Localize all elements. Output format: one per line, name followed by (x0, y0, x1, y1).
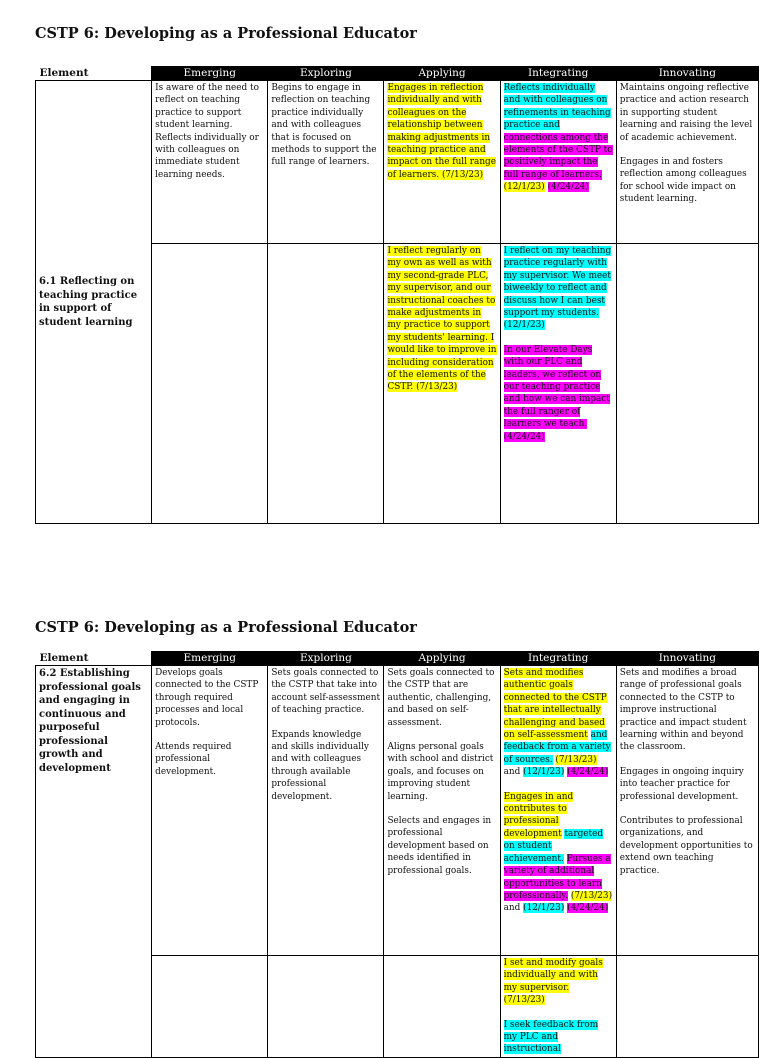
page-title-1: CSTP 6: Developing as a Professional Educator (35, 25, 417, 42)
applying-evidence-cell (384, 244, 500, 524)
table-header-row (36, 652, 759, 666)
header-integrating: Integrating (500, 67, 616, 81)
integrating-date-2d: (7/13/23) (570, 890, 613, 901)
element-label: 6.1 Reflecting on teaching practice in support of student learning (39, 276, 138, 328)
applying-text-3: Selects and engages in professional development based on needs identified in professional goals. (387, 816, 492, 876)
exploring-evidence-cell (268, 956, 384, 1058)
integrating-and-2: and (503, 903, 524, 914)
exploring-cell (268, 666, 384, 956)
element-cell (36, 666, 152, 1058)
emerging-text-2: Attends required professional development. (155, 742, 232, 777)
rubric-table-6-2 (35, 651, 759, 1058)
integrating-date-2f: (4/24/24) (567, 903, 609, 914)
applying-text: Engages in reflection individually and with colleagues on the relationship between making adjustments in teaching practice and impact on the full range of learners. (7/13/23) (387, 83, 496, 180)
integrating-cell (500, 666, 616, 956)
integrating-evidence-cell (500, 956, 616, 1058)
integrating-text-2a: Engages in and contributes to professional development (503, 791, 574, 839)
emerging-text-1: Develops goals connected to the CSTP through required processes and local protocols. (155, 668, 259, 728)
innovating-text-1: Maintains ongoing reflective practice and action research in supporting student learning and raising the level of academic achievement. (619, 83, 753, 143)
integrating-date-1c: (7/13/23) (555, 754, 597, 765)
integrating-evidence-1: I set and modify goals individually and with my supervisor. (7/13/23) (503, 958, 603, 1006)
header-element: Element (36, 652, 152, 666)
integrating-date-2e: (12/1/23) (523, 903, 565, 914)
rubric-table-6-1 (35, 66, 759, 524)
applying-evidence-cell (384, 956, 500, 1058)
innovating-text-3: Contributes to professional organizations, and development opportunities to extend own teaching practice. (619, 816, 753, 876)
header-exploring: Exploring (268, 67, 384, 81)
table-row (36, 666, 759, 956)
integrating-evidence-cell (500, 244, 616, 524)
innovating-cell (616, 81, 758, 244)
integrating-text-2c: Pursues a variety of additional opportunities to learn professionally. (503, 853, 611, 901)
exploring-evidence-cell (268, 244, 384, 524)
integrating-date-2: (4/24/24) (547, 182, 589, 193)
header-innovating: Innovating (616, 67, 758, 81)
page-title-2: CSTP 6: Developing as a Professional Educator (35, 619, 417, 636)
exploring-text-2: Expands knowledge and skills individually and with colleagues through available professional development. (271, 729, 369, 802)
integrating-evidence-2: I seek feedback from my PLC and instructional (503, 1019, 599, 1055)
integrating-evidence-2: In our Elevate Days with our PLC and leaders, we reflect on our teaching practice and how we can impact the full ranger of learners we teach. (4/24/24) (503, 344, 610, 442)
applying-evidence: I reflect regularly on my own as well as with my second-grade PLC, my supervisor, and our instructional coaches to make adjustments in my practice to support my students' learning. I would like to improve in including consideration of the elements of the CSTP. (7/13/23) (387, 246, 497, 393)
innovating-evidence-cell (616, 244, 758, 524)
integrating-text-a: Reflects individually and with colleagues on refinements in teaching practice and (503, 83, 611, 131)
emerging-evidence-cell (152, 244, 268, 524)
header-innovating: Innovating (616, 652, 758, 666)
integrating-text-1b: and feedback from a variety of sources. (503, 730, 611, 765)
innovating-evidence-cell (616, 956, 758, 1058)
header-element: Element (36, 67, 152, 81)
applying-cell (384, 666, 500, 956)
header-emerging: Emerging (152, 652, 268, 666)
applying-text-2: Aligns personal goals with school and district goals, and focuses on improving student learning. (387, 742, 494, 802)
integrating-cell (500, 81, 616, 244)
table-row (36, 81, 759, 244)
emerging-text: Is aware of the need to reflect on teaching practice to support student learning. Reflects individually or with colleagues on immediate student learning needs. (155, 83, 259, 180)
exploring-text: Begins to engage in reflection on teaching practice individually and with colleagues that is focused on methods to support the full range of learners. (271, 83, 377, 168)
integrating-text-b: connections among the elements of the CSTP to positively impact the full range of learners. (503, 132, 613, 180)
integrating-evidence-1: I reflect on my teaching practice regularly with my supervisor. We meet biweekly to reflect and discuss how I can best support my students. (12/1/23) (503, 246, 612, 331)
innovating-text-2: Engages in and fosters reflection among colleagues for school wide impact on student learning. (619, 157, 747, 205)
integrating-and-1: and (503, 767, 524, 778)
innovating-cell (616, 666, 758, 956)
header-applying: Applying (384, 67, 500, 81)
header-applying: Applying (384, 652, 500, 666)
header-integrating: Integrating (500, 652, 616, 666)
applying-text-1: Sets goals connected to the CSTP that are authentic, challenging, and based on self-assessment. (387, 668, 495, 728)
emerging-cell (152, 81, 268, 244)
element-cell (36, 81, 152, 524)
integrating-date-1d: (12/1/23) (523, 767, 565, 778)
exploring-text-1: Sets goals connected to the CSTP that take into account self-assessment of teaching practice. (271, 668, 381, 716)
header-emerging: Emerging (152, 67, 268, 81)
element-label: 6.2 Establishing professional goals and engaging in continuous and purposeful professional growth and development (39, 668, 141, 774)
exploring-cell (268, 81, 384, 244)
applying-cell (384, 81, 500, 244)
emerging-cell (152, 666, 268, 956)
table-header-row (36, 67, 759, 81)
emerging-evidence-cell (152, 956, 268, 1058)
header-exploring: Exploring (268, 652, 384, 666)
integrating-text-1a: Sets and modifies authentic goals connected to the CSTP that are intellectually challenging and based on self-assessment (503, 668, 607, 741)
innovating-text-1: Sets and modifies a broad range of professional goals connected to the CSTP to improve instructional practice and impact student learning within and beyond the classroom. (619, 668, 747, 753)
integrating-date-1: (12/1/23) (503, 182, 545, 193)
integrating-text-2b: targeted on student achievement. (503, 828, 604, 864)
innovating-text-2: Engages in ongoing inquiry into teacher practice for professional development. (619, 766, 744, 802)
integrating-date-1e: (4/24/24) (567, 767, 609, 778)
